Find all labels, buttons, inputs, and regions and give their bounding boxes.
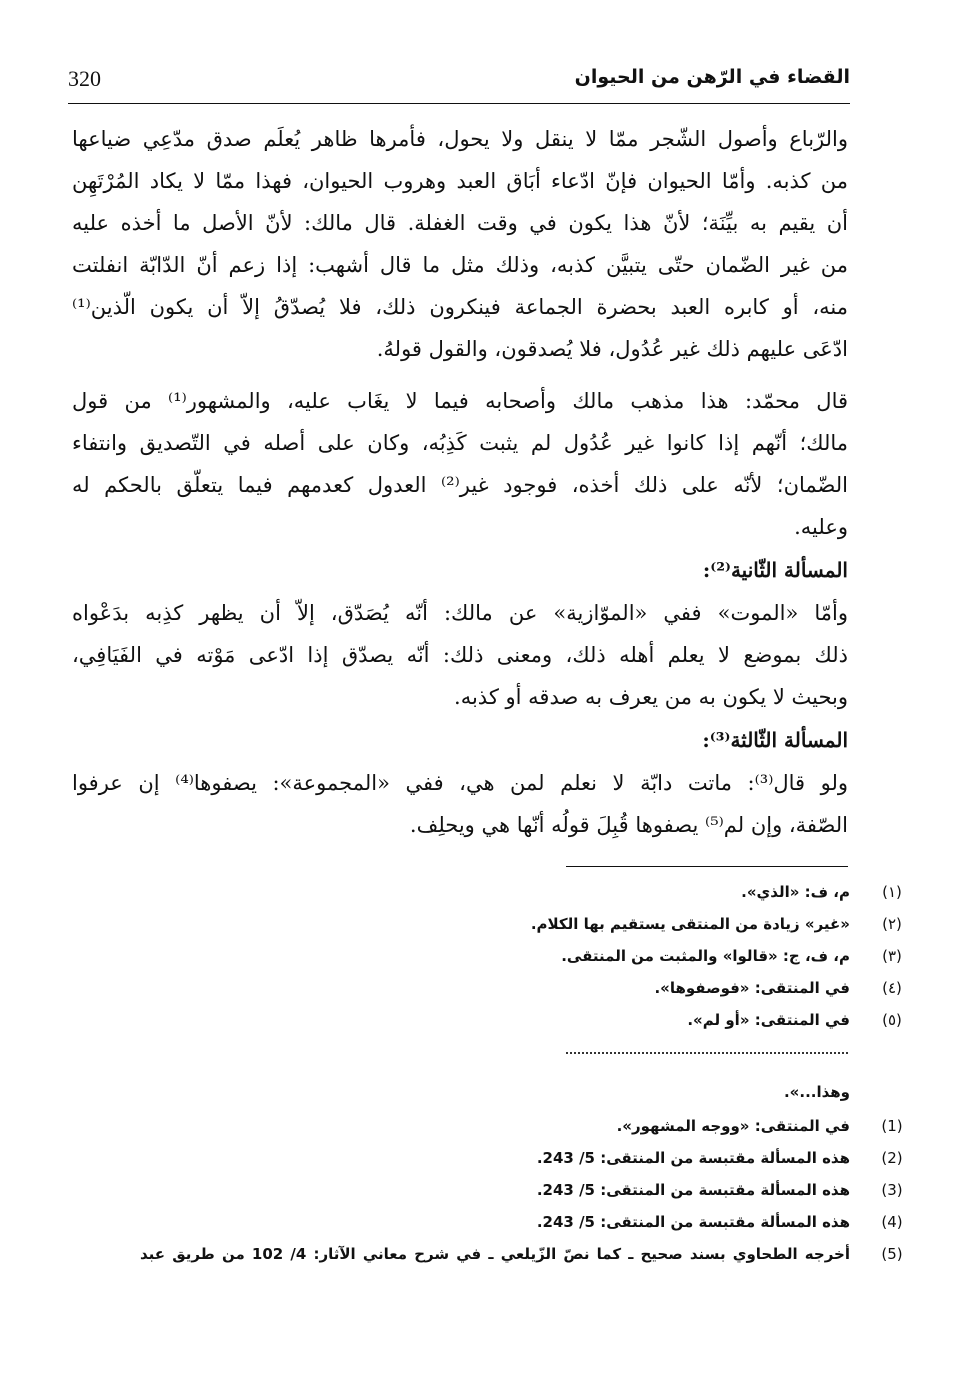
text-line: منه، أو كابره العبد بحضرة الجماعة فينكرون ذلك، فلا يُصدّقُ إلاّ أن يكون الّذين⁽¹⁾ bbox=[72, 295, 848, 319]
footnote-number: (1) bbox=[881, 1117, 903, 1135]
footnote-number: (5) bbox=[881, 1245, 903, 1263]
footnote-text: «غير» زيادة من المنتقى يستقيم بها الكلام. bbox=[530, 915, 850, 933]
footnote bbox=[530, 908, 902, 940]
text-line: ادّعَى عليهم ذلك غير عُدُول، فلا يُصدقون، والقول قولهُ. bbox=[376, 337, 848, 361]
text-line: من كذبه. وأمّا الحيوان فإنّ ادّعاء أبَاق العبد وهروب الحيوان، فهذا ممّا لا يكاد المُرْتَهِن bbox=[72, 169, 848, 193]
footnote bbox=[140, 1206, 903, 1238]
footnote-text: أخرجه الطحاوي بسند صحيح ـ كما نصّ الزّيلعي ـ في شرح معاني الآثار: 4/ 102 من طريق عبد bbox=[140, 1245, 850, 1263]
footnote-text: م، ف، ج: «قالوا» والمثبت من المنتقى. bbox=[561, 947, 850, 965]
footnote-separator bbox=[566, 866, 848, 867]
text-line: مالك؛ أنّهم إذا كانوا غير عُدُول لم يثبت كَذِبُه، وكان على أصله في التّصديق وانتفاء bbox=[72, 431, 848, 455]
footnote-number: (2) bbox=[881, 1149, 903, 1167]
footnotes-editor bbox=[140, 1110, 903, 1270]
footnote-text: هذه المسألة مقتبسة من المنتقى: 5/ 243. bbox=[536, 1181, 850, 1199]
footnote-text: م، ف: «الذي». bbox=[741, 883, 850, 901]
footnote-number: (٥) bbox=[882, 1011, 902, 1029]
footnote bbox=[531, 940, 902, 972]
running-header bbox=[68, 60, 850, 104]
footnote bbox=[531, 876, 902, 908]
text-line: الصّفة، وإن لم⁽⁵⁾ يصفوها قُبِلَ قولُه أنّها هي ويحلِف. bbox=[409, 813, 848, 837]
text-line: ولو قال⁽³⁾: ماتت دابّة لا نعلم لمن هي، ففي «المجموعة»: يصفوها⁽⁴⁾ إن عرفوا bbox=[72, 771, 848, 795]
text-line: قال محمّد: هذا مذهب مالك وأصحابه فيما لا يغَاب عليه، والمشهور⁽¹⁾ من قول bbox=[72, 389, 848, 413]
footnote bbox=[140, 1238, 903, 1270]
footnote bbox=[531, 1004, 902, 1036]
section-heading-3: المسألة الثّالثة⁽³⁾: bbox=[702, 728, 848, 752]
text-line: وبحيث لا يكون به من يعرف به صدقه أو كذبه. bbox=[454, 685, 848, 709]
running-title: القضاء في الرّهن من الحيوان bbox=[574, 66, 850, 88]
main-text bbox=[72, 118, 848, 846]
text-line: من غير الضّمان حتّى يتبيَّن كذبه، وذلك مثل ما قال أشهب: إذا زعم أنّ الدّابّة انفلتت bbox=[72, 253, 848, 277]
header-rule bbox=[68, 103, 850, 104]
footnotes-original bbox=[530, 876, 902, 1036]
footnote-number: (٢) bbox=[882, 915, 902, 933]
text-line: وأمّا «الموت» ففي «الموّازية» عن مالك: أنّه يُصَدّق، إلاّ أن يظهر كذِبه بدَعْواه bbox=[72, 601, 848, 625]
footnote-text: في المنتقى: «ووجه المشهور». bbox=[616, 1117, 850, 1135]
footnote bbox=[140, 1142, 903, 1174]
section-heading-2: المسألة الثّانية⁽²⁾: bbox=[702, 558, 848, 582]
text-line: والرّباع وأصول الشّجر ممّا لا ينقل ولا يحول، فأمرها ظاهر يُعلَم صدق مدّعِي ضياعها bbox=[72, 127, 848, 151]
footnote-number: (٣) bbox=[882, 947, 902, 965]
dotted-separator bbox=[566, 1052, 848, 1054]
footnote-number: (١) bbox=[882, 883, 902, 901]
page-number: 320 bbox=[68, 66, 101, 91]
footnote bbox=[531, 972, 902, 1004]
footnote bbox=[140, 1110, 903, 1142]
paragraph-4 bbox=[72, 762, 848, 846]
text-line: ذلك بموضع لا يعلم أهله ذلك، ومعنى ذلك: أنّه يصدّق إذا ادّعى مَوْته في الفَيَافِي، bbox=[72, 643, 848, 667]
text-line: أن يقيم به بيِّنَة؛ لأنّ هذا يكون في وقت الغفلة. قال مالك: لأنّ الأصل ما أخذه عليه bbox=[72, 211, 848, 235]
paragraph-1 bbox=[72, 118, 848, 370]
footnote bbox=[140, 1174, 903, 1206]
footnote-text: في المنتقى: «أو لم». bbox=[687, 1011, 850, 1029]
paragraph-3 bbox=[72, 592, 848, 718]
footnote-number: (4) bbox=[881, 1213, 903, 1231]
paragraph-2 bbox=[72, 380, 848, 548]
footnote-number: (3) bbox=[881, 1181, 903, 1199]
footnote-text: هذه المسألة مقتبسة من المنتقى: 5/ 243. bbox=[536, 1149, 850, 1167]
text-line: وعليه. bbox=[794, 515, 848, 539]
footnote-number: (٤) bbox=[882, 979, 902, 997]
footnote-text: هذه المسألة مقتبسة من المنتقى: 5/ 243. bbox=[536, 1213, 850, 1231]
text-line: الضّمان؛ لأنّه على ذلك أخذه، فوجود غير⁽²⁾ العدول كعدمهم فيما يتعلّق بالحكم له bbox=[72, 473, 848, 497]
footnote-continuation: وهذا...». bbox=[783, 1083, 850, 1101]
footnote-text: في المنتقى: «فوصفوها». bbox=[654, 979, 850, 997]
